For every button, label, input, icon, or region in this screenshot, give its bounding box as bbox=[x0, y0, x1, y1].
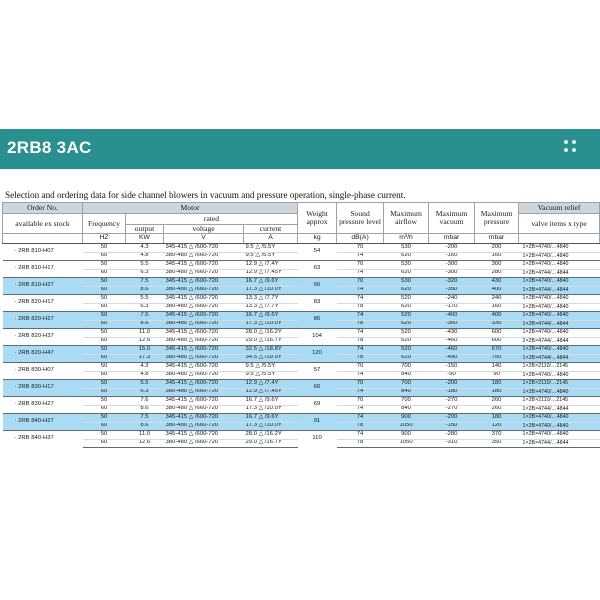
cell-hz: 50 bbox=[83, 312, 126, 321]
cell-db: 70 bbox=[337, 261, 384, 270]
cell-a: 16.7 △ /9.6Y bbox=[244, 397, 298, 406]
cell-v: 380-480 △ /660-720 bbox=[164, 439, 244, 448]
cell-db: 70 bbox=[337, 363, 384, 372]
header-voltage: voltage bbox=[164, 225, 244, 234]
header-output: output bbox=[126, 225, 164, 234]
cell-vac: -200 bbox=[429, 380, 475, 389]
cell-kw: 4.3 bbox=[126, 244, 164, 253]
cell-valve: 1×2B×4740/…4840 bbox=[519, 431, 600, 440]
cell-air: 530 bbox=[384, 244, 429, 253]
cell-kw: 4.8 bbox=[126, 252, 164, 261]
unit-v: V bbox=[164, 234, 244, 244]
cell-vac: -310 bbox=[429, 439, 475, 448]
cell-pre: 140 bbox=[475, 363, 519, 372]
cell-pre: 180 bbox=[475, 414, 519, 423]
cell-db: 74 bbox=[337, 269, 384, 278]
cell-db: 74 bbox=[337, 346, 384, 355]
model-cell: · 2RB 830-H17 bbox=[3, 380, 83, 397]
cell-valve: 1×2B×4740/…4840 bbox=[519, 422, 600, 431]
cell-vac: -160 bbox=[429, 252, 475, 261]
cell-air: 530 bbox=[384, 278, 429, 287]
cell-valve: 2×2B×4744/…4844 bbox=[519, 337, 600, 346]
cell-kw: 4.8 bbox=[126, 371, 164, 380]
cell-valve: 1×2B×4740/…4840 bbox=[519, 414, 600, 423]
cell-hz: 60 bbox=[83, 337, 126, 346]
cell-db: 70 bbox=[337, 397, 384, 406]
cell-hz: 50 bbox=[83, 346, 126, 355]
cell-db: 78 bbox=[337, 422, 384, 431]
model-cell: · 2RB 840-H27 bbox=[3, 414, 83, 431]
weight-cell: 104 bbox=[298, 329, 337, 346]
cell-air: 520 bbox=[384, 329, 429, 338]
cell-hz: 50 bbox=[83, 244, 126, 253]
model-cell: · 2RB 810-H07 bbox=[3, 244, 83, 261]
cell-valve: 1×2B×4744/…4844 bbox=[519, 405, 600, 414]
cell-air: 620 bbox=[384, 303, 429, 312]
cell-a: 13.3 △ /7.7Y bbox=[244, 295, 298, 304]
table-row bbox=[3, 261, 600, 270]
table-row bbox=[3, 278, 600, 287]
table-row bbox=[3, 431, 600, 440]
cell-valve: 1×2B×4744/…4844 bbox=[519, 354, 600, 363]
table-row bbox=[3, 312, 600, 321]
unit-mbar-pressure: mbar bbox=[475, 234, 519, 244]
cell-v: 345-415 △ /600-720 bbox=[164, 329, 244, 338]
weight-cell: 57 bbox=[298, 363, 337, 380]
model-cell: · 2RB 820-H47 bbox=[3, 346, 83, 363]
cell-vac: -460 bbox=[429, 346, 475, 355]
cell-valve: 1×2B×4740/…4840 bbox=[519, 278, 600, 287]
cell-a: 16.7 △ /9.6Y bbox=[244, 278, 298, 287]
cell-air: 1050 bbox=[384, 422, 429, 431]
cell-a: 13.3 △ /7.7Y bbox=[244, 303, 298, 312]
unit-mbar-vacuum: mbar bbox=[429, 234, 475, 244]
cell-valve: 1×2B×4740/…4840 bbox=[519, 329, 600, 338]
model-cell: · 2RB 820-H37 bbox=[3, 329, 83, 346]
cell-a: 32.5 △ /18.8Y bbox=[244, 346, 298, 355]
cell-v: 380-480 △ /660-720 bbox=[164, 388, 244, 397]
model-cell: · 2RB 840-H37 bbox=[3, 431, 83, 448]
cell-valve: 1×2B×4740/…4840 bbox=[519, 312, 600, 321]
weight-cell: 110 bbox=[298, 431, 337, 448]
cell-a: 17.3 △ /10.0Y bbox=[244, 320, 298, 329]
intro-text: Selection and ordering data for side channel blowers in vacuum and pressure operation, single-phase current. bbox=[5, 190, 406, 200]
cell-db: 74 bbox=[337, 414, 384, 423]
cell-db: 78 bbox=[337, 303, 384, 312]
cell-db: 70 bbox=[337, 380, 384, 389]
cell-db: 74 bbox=[337, 405, 384, 414]
cell-valve: 1×2B×2110/…2145 bbox=[519, 363, 600, 372]
cell-hz: 60 bbox=[83, 320, 126, 329]
unit-kw: KW bbox=[126, 234, 164, 244]
cell-pre: 750 bbox=[475, 354, 519, 363]
cell-v: 345-415 △ /600-720 bbox=[164, 261, 244, 270]
model-cell: · 2RB 820-H17 bbox=[3, 295, 83, 312]
header-valve: valve items x type bbox=[519, 214, 600, 234]
cell-vac: -270 bbox=[429, 405, 475, 414]
cell-v: 345-415 △ /600-720 bbox=[164, 312, 244, 321]
cell-pre: 300 bbox=[475, 261, 519, 270]
cell-pre: 430 bbox=[475, 278, 519, 287]
cell-vac: -180 bbox=[429, 388, 475, 397]
cell-db: 74 bbox=[337, 431, 384, 440]
header-weight: Weight approx bbox=[298, 203, 337, 234]
cell-vac: -320 bbox=[429, 278, 475, 287]
cell-a: 12.9 △ /7.45Y bbox=[244, 388, 298, 397]
cell-valve: 1×2B×4740/…4840 bbox=[519, 371, 600, 380]
cell-air: 620 bbox=[384, 252, 429, 261]
cell-hz: 50 bbox=[83, 261, 126, 270]
weight-cell: 120 bbox=[298, 346, 337, 363]
cell-db: 74 bbox=[337, 286, 384, 295]
cell-pre: 600 bbox=[475, 329, 519, 338]
cell-pre: 200 bbox=[475, 244, 519, 253]
cell-hz: 60 bbox=[83, 439, 126, 448]
cell-air: 700 bbox=[384, 380, 429, 389]
model-cell: · 2RB 810-H27 bbox=[3, 278, 83, 295]
weight-cell: 66 bbox=[298, 380, 337, 397]
cell-vac: -360 bbox=[429, 320, 475, 329]
cell-db: 70 bbox=[337, 278, 384, 287]
cell-pre: 90 bbox=[475, 371, 519, 380]
cell-vac: -150 bbox=[429, 422, 475, 431]
cell-valve: 1×2B×4740/…4840 bbox=[519, 261, 600, 270]
cell-db: 78 bbox=[337, 354, 384, 363]
cell-kw: 12.6 bbox=[126, 337, 164, 346]
cell-v: 380-480 △ /660-720 bbox=[164, 337, 244, 346]
cell-v: 345-415 △ /600-720 bbox=[164, 278, 244, 287]
cell-pre: 350 bbox=[475, 439, 519, 448]
cell-pre: 600 bbox=[475, 337, 519, 346]
cell-air: 900 bbox=[384, 431, 429, 440]
table-row bbox=[3, 346, 600, 355]
cell-air: 700 bbox=[384, 363, 429, 372]
cell-v: 380-480 △ /660-720 bbox=[164, 286, 244, 295]
table-row bbox=[3, 244, 600, 253]
cell-vac: -460 bbox=[429, 337, 475, 346]
cell-kw: 17.3 bbox=[126, 354, 164, 363]
cell-pre: 330 bbox=[475, 320, 519, 329]
cell-air: 620 bbox=[384, 269, 429, 278]
cell-hz: 60 bbox=[83, 405, 126, 414]
cell-kw: 8.6 bbox=[126, 286, 164, 295]
cell-v: 345-415 △ /600-720 bbox=[164, 346, 244, 355]
unit-hz: HZ bbox=[83, 234, 126, 244]
cell-kw: 15.0 bbox=[126, 346, 164, 355]
table-row bbox=[3, 380, 600, 389]
cell-hz: 60 bbox=[83, 286, 126, 295]
table-row bbox=[3, 363, 600, 372]
cell-v: 345-415 △ /600-720 bbox=[164, 397, 244, 406]
cell-air: 620 bbox=[384, 354, 429, 363]
cell-hz: 50 bbox=[83, 295, 126, 304]
cell-kw: 6.3 bbox=[126, 269, 164, 278]
cell-air: 520 bbox=[384, 312, 429, 321]
weight-cell: 91 bbox=[298, 414, 337, 431]
cell-db: 78 bbox=[337, 320, 384, 329]
cell-kw: 7.5 bbox=[126, 414, 164, 423]
cell-a: 12.9 △ /7.4Y bbox=[244, 261, 298, 270]
cell-valve: 1×2B×4740/…4840 bbox=[519, 303, 600, 312]
cell-hz: 50 bbox=[83, 431, 126, 440]
cell-vac: -280 bbox=[429, 431, 475, 440]
cell-valve: 1×2B×2110/…2145 bbox=[519, 397, 600, 406]
cell-kw: 8.6 bbox=[126, 405, 164, 414]
cell-valve: 1×2B×4744/…4844 bbox=[519, 269, 600, 278]
cell-valve: 1×2B×4744/…4844 bbox=[519, 286, 600, 295]
header-vacuum-relief: Vacuum relief bbox=[519, 203, 600, 214]
cell-pre: 160 bbox=[475, 303, 519, 312]
cell-v: 380-480 △ /660-720 bbox=[164, 405, 244, 414]
cell-vac: -300 bbox=[429, 261, 475, 270]
header-frequency: Frequency bbox=[83, 214, 126, 234]
cell-pre: 180 bbox=[475, 380, 519, 389]
cell-valve: 1×2B×4740/…4840 bbox=[519, 388, 600, 397]
unit-kg: kg bbox=[298, 234, 337, 244]
cell-hz: 50 bbox=[83, 278, 126, 287]
cell-hz: 60 bbox=[83, 371, 126, 380]
cell-air: 900 bbox=[384, 414, 429, 423]
cell-valve: 1×2B×4744/…4844 bbox=[519, 439, 600, 448]
cell-hz: 60 bbox=[83, 354, 126, 363]
cell-vac: -90 bbox=[429, 371, 475, 380]
header-available: available ex stock bbox=[3, 214, 83, 234]
cell-v: 345-415 △ /600-720 bbox=[164, 295, 244, 304]
model-cell: · 2RB 820-H27 bbox=[3, 312, 83, 329]
cell-hz: 60 bbox=[83, 269, 126, 278]
cell-db: 74 bbox=[337, 388, 384, 397]
cell-a: 29.0 △ /16.7Y bbox=[244, 439, 298, 448]
cell-db: 70 bbox=[337, 244, 384, 253]
weight-cell: 63 bbox=[298, 261, 337, 278]
unit-dba: dB(A) bbox=[337, 234, 384, 244]
cell-kw: 6.3 bbox=[126, 388, 164, 397]
cell-pre: 260 bbox=[475, 405, 519, 414]
cell-hz: 60 bbox=[83, 303, 126, 312]
cell-hz: 60 bbox=[83, 422, 126, 431]
cell-pre: 160 bbox=[475, 252, 519, 261]
cell-air: 620 bbox=[384, 337, 429, 346]
cell-a: 28.0 △ /16.2Y bbox=[244, 431, 298, 440]
cell-kw: 4.3 bbox=[126, 363, 164, 372]
cell-hz: 60 bbox=[83, 252, 126, 261]
weight-cell: 66 bbox=[298, 278, 337, 295]
cell-kw: 7.5 bbox=[126, 312, 164, 321]
cell-pre: 280 bbox=[475, 269, 519, 278]
cell-pre: 120 bbox=[475, 422, 519, 431]
cell-valve: 1×2B×4740/…4840 bbox=[519, 346, 600, 355]
cell-air: 620 bbox=[384, 286, 429, 295]
model-cell: · 2RB 830-H27 bbox=[3, 397, 83, 414]
model-cell: · 2RB 810-H17 bbox=[3, 261, 83, 278]
header-current: current bbox=[244, 225, 298, 234]
cell-air: 700 bbox=[384, 397, 429, 406]
cell-kw: 11.0 bbox=[126, 431, 164, 440]
unit-m3h: m³/h bbox=[384, 234, 429, 244]
dots-icon bbox=[564, 140, 584, 158]
header-max-airflow: Maximum airflow bbox=[384, 203, 429, 234]
cell-valve: 1×2B×2110/…2145 bbox=[519, 380, 600, 389]
cell-vac: -270 bbox=[429, 397, 475, 406]
cell-a: 16.7 △ /9.6Y bbox=[244, 312, 298, 321]
cell-v: 380-480 △ /660-720 bbox=[164, 320, 244, 329]
cell-kw: 8.6 bbox=[126, 422, 164, 431]
cell-pre: 240 bbox=[475, 295, 519, 304]
cell-a: 29.0 △ /16.7Y bbox=[244, 337, 298, 346]
cell-valve: 1×2B×4744/…4844 bbox=[519, 320, 600, 329]
cell-pre: 670 bbox=[475, 346, 519, 355]
header-motor: Motor bbox=[83, 203, 298, 214]
cell-valve: 1×2B×4740/…4840 bbox=[519, 244, 600, 253]
header-rated: rated bbox=[126, 214, 298, 225]
cell-kw: 5.5 bbox=[126, 295, 164, 304]
table-row bbox=[3, 295, 600, 304]
table-row bbox=[3, 329, 600, 338]
cell-air: 1050 bbox=[384, 439, 429, 448]
cell-a: 9.5 △ /5.5Y bbox=[244, 252, 298, 261]
cell-pre: 400 bbox=[475, 286, 519, 295]
cell-air: 840 bbox=[384, 371, 429, 380]
cell-a: 16.7 △ /9.6Y bbox=[244, 414, 298, 423]
cell-vac: -430 bbox=[429, 329, 475, 338]
cell-a: 12.9 △ /7.4Y bbox=[244, 380, 298, 389]
weight-cell: 86 bbox=[298, 312, 337, 329]
cell-hz: 60 bbox=[83, 388, 126, 397]
cell-pre: 400 bbox=[475, 312, 519, 321]
cell-v: 380-480 △ /660-720 bbox=[164, 354, 244, 363]
cell-a: 17.3 △ /10.0Y bbox=[244, 422, 298, 431]
cell-kw: 7.6 bbox=[126, 397, 164, 406]
header-max-pressure: Maximum pressure bbox=[475, 203, 519, 234]
cell-kw: 12.6 bbox=[126, 439, 164, 448]
cell-air: 620 bbox=[384, 320, 429, 329]
model-cell: · 2RB 830-H07 bbox=[3, 363, 83, 380]
cell-v: 380-480 △ /660-720 bbox=[164, 371, 244, 380]
cell-vac: -400 bbox=[429, 312, 475, 321]
cell-v: 345-415 △ /600-720 bbox=[164, 380, 244, 389]
cell-vac: -240 bbox=[429, 295, 475, 304]
cell-v: 345-415 △ /600-720 bbox=[164, 431, 244, 440]
cell-hz: 50 bbox=[83, 380, 126, 389]
cell-air: 530 bbox=[384, 261, 429, 270]
cell-hz: 50 bbox=[83, 363, 126, 372]
cell-a: 17.3 △ /10.0Y bbox=[244, 286, 298, 295]
weight-cell: 83 bbox=[298, 295, 337, 312]
cell-pre: 370 bbox=[475, 431, 519, 440]
cell-hz: 50 bbox=[83, 414, 126, 423]
cell-v: 380-480 △ /660-720 bbox=[164, 303, 244, 312]
cell-a: 9.5 △ /5.5Y bbox=[244, 371, 298, 380]
cell-db: 74 bbox=[337, 329, 384, 338]
cell-a: 17.3 △ /10.0Y bbox=[244, 405, 298, 414]
cell-v: 380-480 △ /660-720 bbox=[164, 252, 244, 261]
cell-hz: 50 bbox=[83, 397, 126, 406]
section-banner bbox=[0, 129, 600, 169]
cell-a: 12.9 △ /7.45Y bbox=[244, 269, 298, 278]
weight-cell: 69 bbox=[298, 397, 337, 414]
cell-vac: -300 bbox=[429, 269, 475, 278]
cell-vac: -490 bbox=[429, 354, 475, 363]
banner-title: 2RB8 3AC bbox=[7, 138, 92, 157]
cell-air: 520 bbox=[384, 295, 429, 304]
cell-air: 840 bbox=[384, 388, 429, 397]
cell-kw: 5.5 bbox=[126, 261, 164, 270]
cell-vac: -150 bbox=[429, 363, 475, 372]
cell-a: 34.5 △ /19.9Y bbox=[244, 354, 298, 363]
header-order-no: Order No. bbox=[3, 203, 83, 214]
cell-v: 380-480 △ /660-720 bbox=[164, 422, 244, 431]
header-max-vacuum: Maximum vacuum bbox=[429, 203, 475, 234]
cell-kw: 11.0 bbox=[126, 329, 164, 338]
cell-a: 9.5 △ /5.5Y bbox=[244, 363, 298, 372]
table-row bbox=[3, 414, 600, 423]
cell-vac: -350 bbox=[429, 286, 475, 295]
selection-table bbox=[2, 202, 600, 448]
cell-v: 380-480 △ /660-720 bbox=[164, 269, 244, 278]
cell-valve: 1×2B×4740/…4840 bbox=[519, 295, 600, 304]
cell-db: 78 bbox=[337, 439, 384, 448]
cell-valve: 1×2B×4740/…4840 bbox=[519, 252, 600, 261]
cell-vac: -200 bbox=[429, 414, 475, 423]
unit-a: A bbox=[244, 234, 298, 244]
cell-vac: -200 bbox=[429, 244, 475, 253]
cell-v: 345-415 △ /600-720 bbox=[164, 363, 244, 372]
cell-db: 74 bbox=[337, 295, 384, 304]
cell-db: 78 bbox=[337, 337, 384, 346]
cell-air: 840 bbox=[384, 405, 429, 414]
cell-kw: 8.6 bbox=[126, 320, 164, 329]
cell-db: 74 bbox=[337, 371, 384, 380]
cell-vac: -170 bbox=[429, 303, 475, 312]
cell-db: 74 bbox=[337, 252, 384, 261]
weight-cell: 54 bbox=[298, 244, 337, 261]
cell-db: 74 bbox=[337, 312, 384, 321]
header-sound: Sound pressure level bbox=[337, 203, 384, 234]
cell-a: 28.0 △ /16.2Y bbox=[244, 329, 298, 338]
cell-kw: 5.5 bbox=[126, 380, 164, 389]
cell-hz: 50 bbox=[83, 329, 126, 338]
cell-kw: 7.5 bbox=[126, 278, 164, 287]
cell-a: 9.5 △ /5.5Y bbox=[244, 244, 298, 253]
cell-pre: 260 bbox=[475, 397, 519, 406]
table-row bbox=[3, 397, 600, 406]
cell-pre: 180 bbox=[475, 388, 519, 397]
cell-air: 520 bbox=[384, 346, 429, 355]
cell-v: 345-415 △ /600-720 bbox=[164, 244, 244, 253]
cell-kw: 6.3 bbox=[126, 303, 164, 312]
cell-v: 345-415 △ /600-720 bbox=[164, 414, 244, 423]
